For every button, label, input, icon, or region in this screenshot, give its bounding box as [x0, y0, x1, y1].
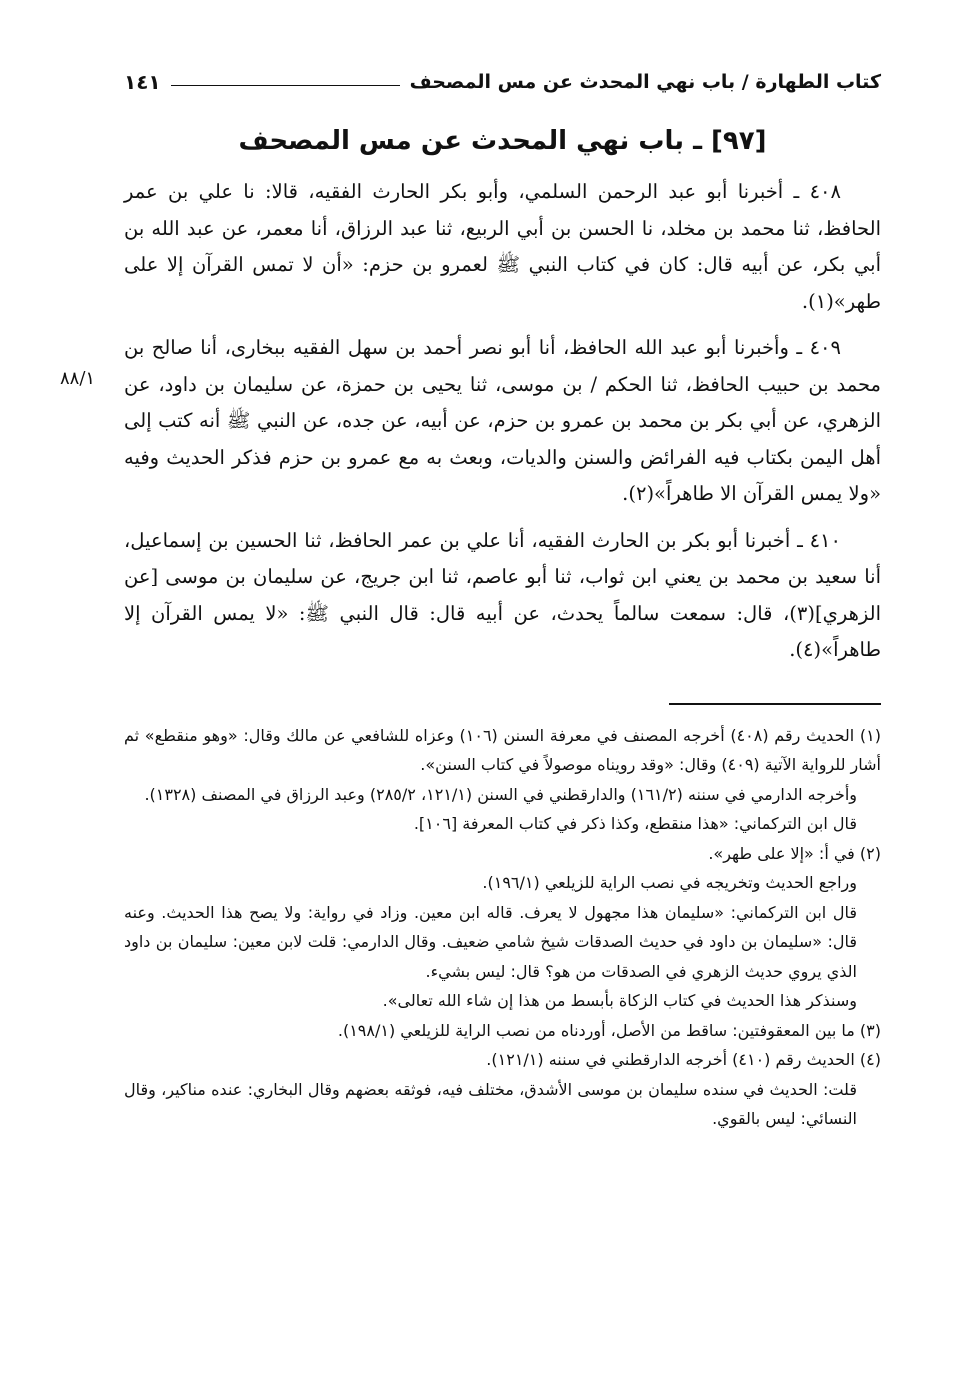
hadith-410: ٤١٠ ـ أخبرنا أبو بكر بن الحارث الفقيه، أنا علي بن عمر الحافظ، ثنا الحسين بن إسماعيل، أنا سعيد بن محمد بن يعني ابن ثواب، ثنا أبو عاصم، ثنا ابن جريج، عن سليمان بن موسى [عن الزهري](٣)، قال: سمعت سالماً يحدث، عن أبيه قال: قال النبي ﷺ: «لا يمس القرآن إلا طاهراً»(٤). [124, 528, 881, 661]
footnotes [124, 721, 881, 1134]
footnote-1-note-darimi: وأخرجه الدارمي في سننه (١٦١/٢) والدارقطني في السنن (١٢١/١، ٢٨٥/٢) وعبد الرزاق في المصنف (١٣٢٨). [144, 784, 857, 804]
footnote-4-note: قلت: الحديث في سنده سليمان بن موسى الأشدق، مختلف فيه، فوثقه بعضهم وقال البخاري: عنده مناكير، وقال النسائي: ليس بالقوي. [124, 1079, 857, 1128]
footnote-3: (٣) ما بين المعقوفتين: ساقط من الأصل، أوردناه من نصب الراية للزيلعي (١٩٨/١). [337, 1020, 881, 1040]
footnote-2-note-zaylai: وراجع الحديث وتخريجه في نصب الراية للزيلعي (١٩٦/١). [482, 873, 857, 892]
footnote-separator [669, 703, 881, 705]
margin-note: ٨٨/١ [60, 368, 96, 389]
running-header [124, 60, 881, 104]
chapter-title: [٩٧] ـ باب نهي المحدث عن مس المصحف [238, 126, 767, 156]
running-title: كتاب الطهارة / باب نهي المحدث عن مس المصحف [409, 71, 881, 93]
header-rule [171, 85, 400, 86]
footnote-4: (٤) الحديث رقم (٤١٠) أخرجه الدارقطني في سننه (١٢١/١). [486, 1050, 881, 1069]
footnote-1: (١) الحديث رقم (٤٠٨) أخرجه المصنف في معرفة السنن (١٠٦) وعزاه للشافعي عن مالك وقال: «وهو منقطع» ثم أشار للرواية الآتية (٤٠٩) وقال: «وقد رويناه موصولاً في كتاب السنن». [124, 725, 881, 774]
footnote-separator-wrap [124, 703, 881, 705]
footnote-1-note-turkmani: قال ابن التركماني: «هذا منقطع، وكذا ذكر في كتاب المعرفة [١٠٦]. [413, 814, 857, 833]
footnote-2-note-turkmani: قال ابن التركماني: «سليمان هذا مجهول لا يعرف. قاله ابن معين. وزاد في رواية: ولا يصح هذا الحديث. وعنه قال: «سليمان بن داود في حديث الصدقات شيخ شامي ضعيف. وقال الدارمي: قلت لابن معين: سليمان بن داود الذي يروي حديث الزهري في الصدقات من هو؟ قال: ليس بشيء. [124, 902, 857, 981]
page-number: ١٤١ [124, 70, 161, 94]
hadith-408: ٤٠٨ ـ أخبرنا أبو عبد الرحمن السلمي، وأبو بكر الحارث الفقيه، قالا: نا علي بن عمر الحافظ، ثنا محمد بن مخلد، نا الحسن بن أبي الربيع، ثنا عبد الرزاق، أنا معمر، عن عبد الله بن أبي بكر، عن أبيه قال: كان في كتاب النبي ﷺ لعمرو بن حزم: «أن لا تمس القرآن إلا على طهر»(١). [124, 180, 881, 313]
footnote-2-note-zakat: وسنذكر هذا الحديث في كتاب الزكاة بأبسط من هذا إن شاء الله تعالى». [382, 991, 857, 1010]
hadith-409: ٤٠٩ ـ وأخبرنا أبو عبد الله الحافظ، أنا أبو نصر أحمد بن سهل الفقيه ببخارى، أنا صالح بن محمد بن حبيب الحافظ، ثنا الحكم / بن موسى، ثنا يحيى بن حمزة، عن سليمان بن داود، عن الزهري، عن أبي بكر بن محمد بن عمرو بن حزم، عن أبيه، عن جده، عن النبي ﷺ أنه كتب إلى أهل اليمن بكتاب فيه الفرائض والسنن والديات، وبعث به مع عمرو بن حزم فذكر الحديث وفيه «ولا يمس القرآن الا طاهراً»(٢). [124, 336, 881, 505]
hadith-409-container [60, 330, 881, 513]
footnote-2: (٢) في أ: «إلا على طهر». [708, 843, 881, 863]
